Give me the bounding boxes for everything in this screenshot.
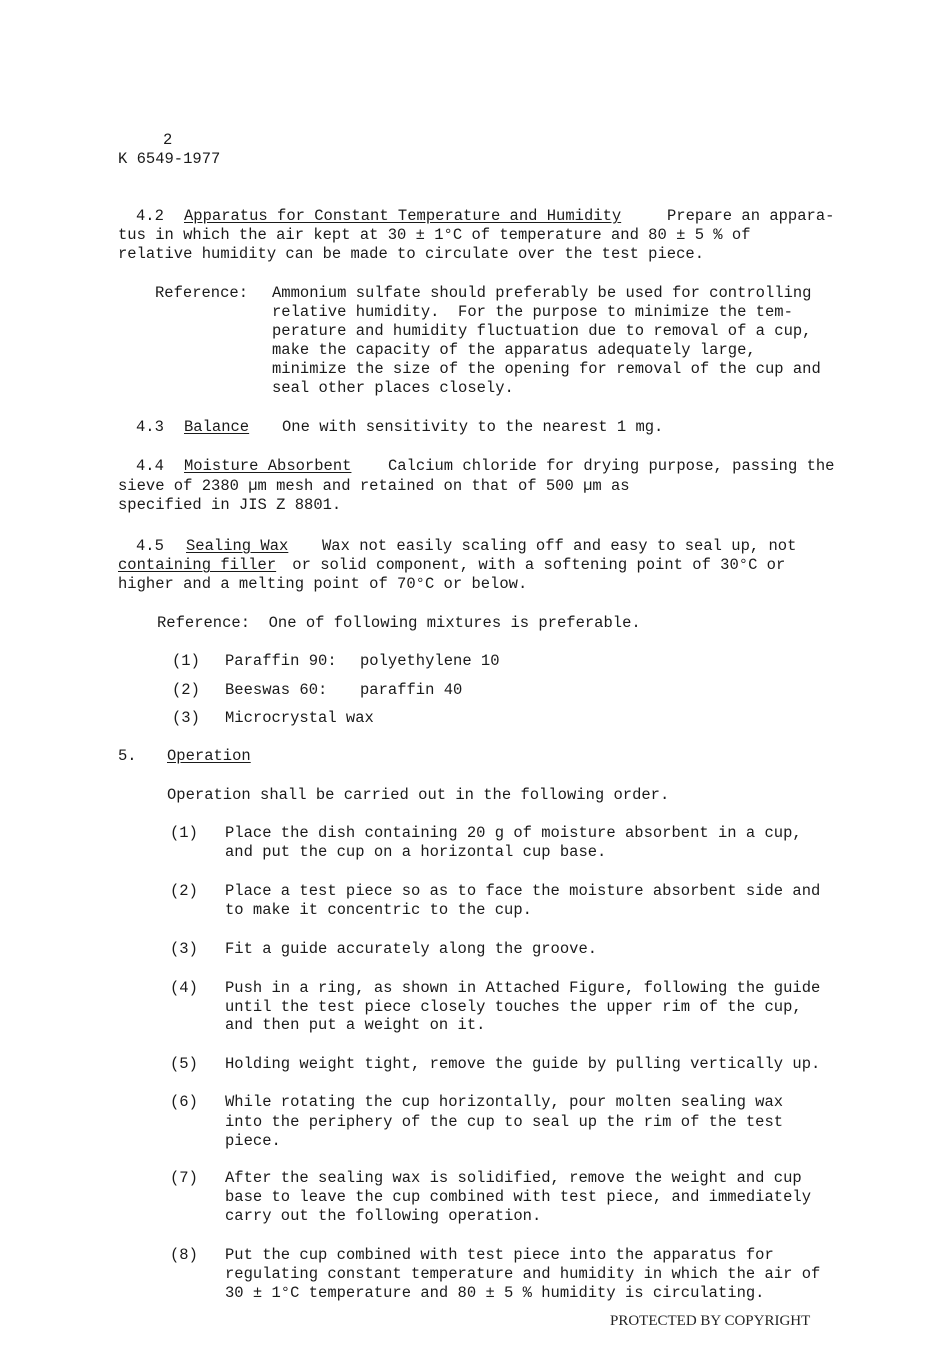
step-number: (3)	[170, 940, 198, 958]
step-text-line: Put the cup combined with test piece into the apparatus for	[225, 1246, 774, 1264]
section-4-5-reference: Reference: One of following mixtures is preferable.	[157, 614, 641, 632]
step-text-line: Push in a ring, as shown in Attached Figure, following the guide	[225, 979, 821, 997]
reference-line: seal other places closely.	[272, 379, 514, 397]
section-4-4-text-line: specified in JIS Z 8801.	[118, 496, 342, 514]
reference-line: Ammonium sulfate should preferably be used for controlling	[272, 284, 812, 302]
section-4-4-title: Moisture Absorbent	[184, 457, 352, 475]
step-text-line: base to leave the cup combined with test piece, and immediately	[225, 1188, 811, 1206]
step-number: (5)	[170, 1055, 198, 1073]
section-5-title: Operation	[167, 747, 251, 765]
step-text-line: Place the dish containing 20 g of moisture absorbent in a cup,	[225, 824, 802, 842]
section-4-5-text-line: Wax not easily scaling off and easy to seal up, not	[322, 537, 797, 555]
reference-line: perature and humidity fluctuation due to removal of a cup,	[272, 322, 812, 340]
section-4-2-text-line: relative humidity can be made to circulate over the test piece.	[118, 245, 704, 263]
step-text-line: into the periphery of the cup to seal up the rim of the test	[225, 1113, 784, 1131]
mixture-component: polyethylene 10	[360, 652, 500, 670]
step-text-line: Holding weight tight, remove the guide by pulling vertically up.	[225, 1055, 821, 1073]
step-number: (6)	[170, 1093, 198, 1111]
step-text-line: carry out the following operation.	[225, 1207, 542, 1225]
section-4-4-text-line: Calcium chloride for drying purpose, passing the	[388, 457, 835, 475]
step-text-line: After the sealing wax is solidified, remove the weight and cup	[225, 1169, 802, 1187]
section-4-4-text-line: sieve of 2380 µm mesh and retained on that of 500 µm as	[118, 477, 630, 495]
step-number: (7)	[170, 1169, 198, 1187]
section-4-5-text-line: higher and a melting point of 70°C or below.	[118, 575, 528, 593]
section-4-3-number: 4.3	[136, 418, 164, 436]
mixture-component: Microcrystal wax	[225, 709, 374, 727]
mixture-number: (1)	[172, 652, 200, 670]
mixture-number: (3)	[172, 709, 200, 727]
section-4-2-title: Apparatus for Constant Temperature and Humidity	[184, 207, 622, 225]
step-text-line: While rotating the cup horizontally, pour molten sealing wax	[225, 1093, 784, 1111]
copyright-notice: PROTECTED BY COPYRIGHT	[610, 1313, 811, 1329]
reference-line: minimize the size of the opening for removal of the cup and	[272, 360, 821, 378]
section-5-number: 5.	[118, 747, 137, 765]
step-text-line: Fit a guide accurately along the groove.	[225, 940, 598, 958]
section-5-intro: Operation shall be carried out in the following order.	[167, 786, 670, 804]
step-text-line: piece.	[225, 1132, 281, 1150]
step-text-line: and put the cup on a horizontal cup base.	[225, 843, 607, 861]
step-number: (8)	[170, 1246, 198, 1264]
mixture-component: paraffin 40	[360, 681, 463, 699]
step-text-line: Place a test piece so as to face the moisture absorbent side and	[225, 882, 821, 900]
mixture-component: Paraffin 90:	[225, 652, 337, 670]
mixture-component: Beeswas 60:	[225, 681, 328, 699]
section-4-4-number: 4.4	[136, 457, 164, 475]
step-number: (4)	[170, 979, 198, 997]
section-4-3-text: One with sensitivity to the nearest 1 mg.	[282, 418, 664, 436]
step-text-line: regulating constant temperature and humidity in which the air of	[225, 1265, 821, 1283]
section-4-5-text-line: or solid component, with a softening point of 30°C or	[283, 556, 786, 574]
section-4-5-number: 4.5	[136, 537, 164, 555]
page-number: 2	[163, 131, 173, 149]
step-text-line: and then put a weight on it.	[225, 1016, 486, 1034]
section-4-3-title: Balance	[184, 418, 250, 436]
section-4-2-text-line: tus in which the air kept at 30 ± 1°C of temperature and 80 ± 5 % of	[118, 226, 751, 244]
reference-line: make the capacity of the apparatus adequately large,	[272, 341, 756, 359]
step-text-line: until the test piece closely touches the upper rim of the cup,	[225, 998, 802, 1016]
step-text-line: to make it concentric to the cup.	[225, 901, 532, 919]
reference-line: relative humidity. For the purpose to minimize the tem-	[272, 303, 793, 321]
mixture-number: (2)	[172, 681, 200, 699]
step-number: (1)	[170, 824, 198, 842]
step-number: (2)	[170, 882, 198, 900]
section-4-5-text-fragment: containing filler	[118, 556, 277, 574]
step-text-line: 30 ± 1°C temperature and 80 ± 5 % humidity is circulating.	[225, 1284, 765, 1302]
section-4-2-reference-label: Reference:	[155, 284, 249, 302]
section-4-2-number: 4.2	[136, 207, 164, 225]
section-4-2-text-line: Prepare an appara-	[667, 207, 835, 225]
section-4-5-title: Sealing Wax	[186, 537, 289, 555]
document-code: K 6549-1977	[118, 150, 221, 168]
